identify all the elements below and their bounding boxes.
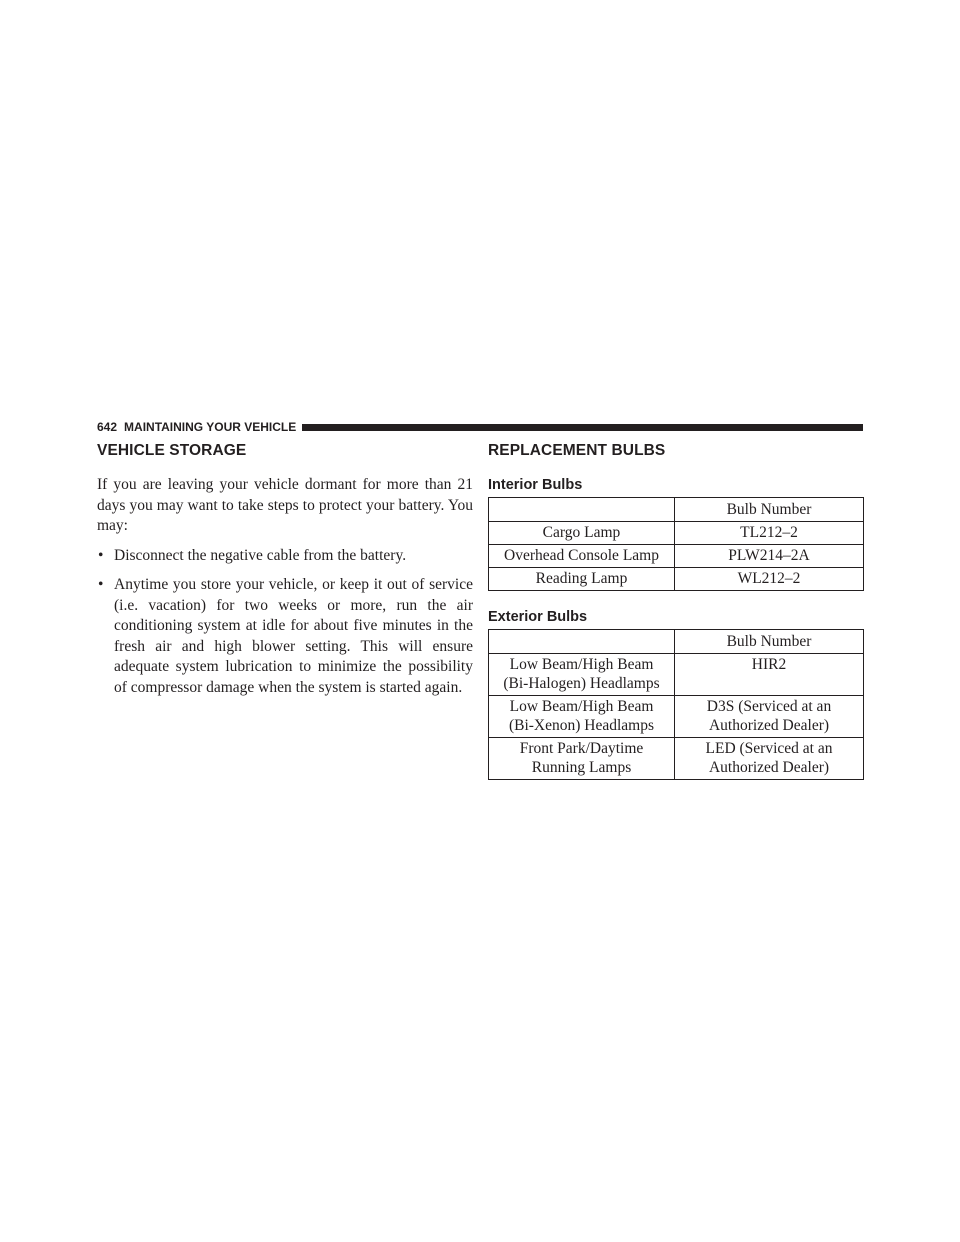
list-item-text: Disconnect the negative cable from the battery. [114, 546, 407, 564]
bulb-number-cell [675, 654, 864, 696]
vehicle-storage-list [97, 546, 473, 699]
lamp-name-line: (Bi-Halogen) Headlamps [503, 675, 660, 692]
lamp-name-cell [489, 654, 675, 696]
bulb-number-line: LED (Serviced at an [705, 740, 833, 757]
exterior-bulbs-heading: Exterior Bulbs [488, 609, 588, 625]
interior-bulbs-table [488, 497, 864, 591]
lamp-name-line: Low Beam/High Beam [509, 698, 654, 715]
bulb-number-header: Bulb Number [675, 630, 864, 654]
table-row [489, 568, 864, 591]
bulb-number-cell: WL212–2 [675, 568, 864, 591]
list-item-text: Anytime you store your vehicle, or keep it out of service (i.e. vacation) for two weeks or more, run the air conditioning system at idle for about five minutes in the fresh air and high blower setting. This will ensure adequate system lubrication to minimize the possibility of compressor damage when the system is started again. [114, 576, 473, 696]
lamp-name-cell: Cargo Lamp [489, 522, 675, 545]
lamp-name-line: Front Park/Daytime [519, 740, 644, 757]
table-row [489, 696, 864, 738]
replacement-bulbs-column [488, 440, 864, 780]
lamp-name-line: Low Beam/High Beam [509, 656, 654, 673]
table-row [489, 654, 864, 696]
bulb-number-line: Authorized Dealer) [708, 759, 830, 776]
lamp-name-cell [489, 738, 675, 780]
table-header-row [489, 630, 864, 654]
table-row [489, 738, 864, 780]
interior-bulbs-heading: Interior Bulbs [488, 477, 583, 493]
vehicle-storage-column [97, 440, 473, 698]
lamp-name-cell: Reading Lamp [489, 568, 675, 591]
bulb-number-header: Bulb Number [675, 498, 864, 522]
bulb-number-line: HIR2 [751, 656, 787, 673]
list-item [97, 575, 473, 698]
bullet-icon: • [98, 576, 104, 593]
page-header [97, 419, 863, 435]
bulb-number-cell: PLW214–2A [675, 545, 864, 568]
replacement-bulbs-heading: REPLACEMENT BULBS [488, 442, 666, 459]
list-item [97, 546, 473, 567]
vehicle-storage-heading: VEHICLE STORAGE [97, 442, 247, 459]
table-row [489, 522, 864, 545]
section-name: MAINTAINING YOUR VEHICLE [124, 420, 297, 434]
table-header-row [489, 498, 864, 522]
header-rule [302, 424, 863, 431]
bullet-icon: • [98, 546, 104, 564]
table-row [489, 545, 864, 568]
page-number: 642 [97, 420, 118, 434]
lamp-name-line: Running Lamps [531, 759, 632, 776]
bulb-number-line: Authorized Dealer) [708, 717, 830, 734]
lamp-name-line: (Bi-Xenon) Headlamps [508, 717, 655, 734]
bulb-number-line: D3S (Serviced at an [706, 698, 832, 715]
lamp-name-cell [489, 696, 675, 738]
lamp-name-cell: Overhead Console Lamp [489, 545, 675, 568]
bulb-number-cell: TL212–2 [675, 522, 864, 545]
vehicle-storage-intro: If you are leaving your vehicle dormant for more than 21 days you may want to take steps to protect your battery. You may: [97, 476, 473, 534]
table-header-cell [489, 630, 675, 654]
bulb-number-cell [675, 696, 864, 738]
bulb-number-cell [675, 738, 864, 780]
table-header-cell [489, 498, 675, 522]
exterior-bulbs-table [488, 629, 864, 780]
